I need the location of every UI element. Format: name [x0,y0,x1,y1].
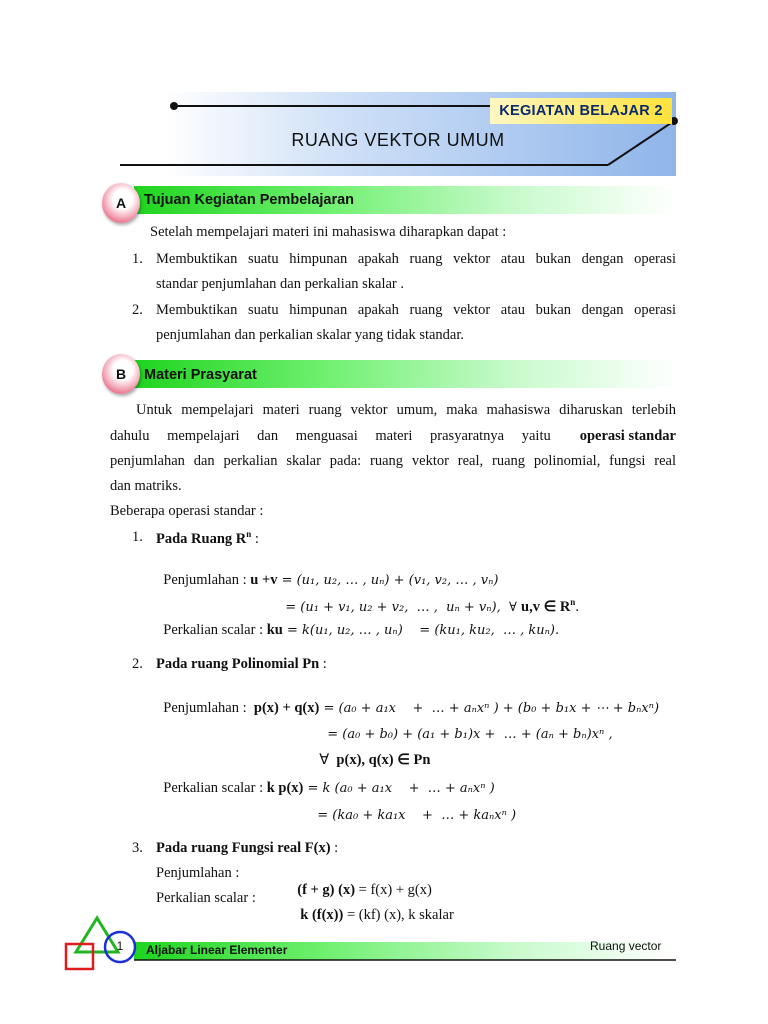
item-3-title [156,840,338,857]
footer-line [0,955,768,965]
section-b-title: Materi Prasyarat [144,367,257,383]
item-2-sum-eq3-pre: ∀ [319,752,337,769]
item-1-sum-eq2: = (u₁ + v₁, u₂ + v₂, … , uₙ + vₙ), ∀ [285,600,521,616]
b-para-line2 [110,428,676,445]
item-2-mul-bold: k p(x) [266,780,304,797]
item-1-title [156,529,259,548]
item-1-title-sup: n [246,529,252,539]
item-2-sum-eq3-bold: p(x), q(x) ∈ Pn [336,752,431,769]
a-item-1-line1: Membuktikan suatu himpunan apakah ruang vektor atau bukan dengan operasi [156,251,676,267]
item-2-sum-eq1: = (a₀ + a₁x + … + aₙxⁿ ) + (b₀ + b₁x + ⋯ + bₙxⁿ) [319,701,660,717]
item-3-mul [293,890,454,925]
b-para-line4: dan matriks. [110,478,182,494]
item-2-sum-eq2: = (a₀ + b₀) + (a₁ + b₁)x + … + (aₙ + bₙ)xⁿ , [327,727,613,743]
a-item-2-num: 2. [132,302,143,318]
b-para-line2-bold: operasi standar [579,428,676,444]
item-3-mul-bold: k (f(x)) [300,907,344,924]
page-title: RUANG VEKTOR UMUM [291,130,505,150]
item-1-sum-eq2-sup: n [570,597,576,608]
item-3-num: 3. [132,840,143,856]
item-1-mul-label: Perkalian scalar : [163,622,267,639]
item-1-mul-eq: = k(u₁, u₂, … , uₙ) = (ku₁, ku₂, … , kuₙ). [282,623,560,639]
item-2-sum-label: Penjumlahan : [163,700,254,717]
a-item-1-num: 1. [132,251,143,267]
item-3-mul-tail: = (kf) (x), k skalar [343,907,454,924]
item-1-mul-bold: ku [266,622,283,639]
item-2-mul-label: Perkalian scalar : [163,780,267,797]
item-3-sum-label: Penjumlahan : [156,865,240,881]
item-2-sum-bold: p(x) + q(x) [253,700,320,717]
page-number: 1 [116,939,124,953]
item-1-title-text: Pada Ruang R [156,530,247,547]
footer-logo-shapes [60,910,150,975]
footer-topic: Ruang vector [590,939,662,953]
footer-book-title: Aljabar Linear Elementer [146,943,288,957]
b-para-line1: Untuk mempelajari materi ruang vektor umum, maka mahasiswa diharuskan terlebih [136,402,676,418]
b-para-2: Beberapa operasi standar : [110,503,264,519]
item-3-sum-bold: (f + g) (x) [297,882,356,899]
item-1-sum-eq2-tail: . [575,599,579,616]
item-3-title-text: Pada ruang Fungsi real F(x) [156,840,331,856]
section-a-intro: Setelah mempelajari materi ini mahasiswa diharapkan dapat : [150,224,507,240]
b-para-line3: penjumlahan dan perkalian skalar pada: ruang vektor real, ruang polinomial, fungsi real [110,453,676,469]
a-item-1-line2: standar penjumlahan dan perkalian skalar . [156,276,405,292]
section-a-title: Tujuan Kegiatan Pembelajaran [144,192,355,208]
item-2-num: 2. [132,656,143,672]
a-item-2-line2: penjumlahan dan perkalian skalar yang tidak standar. [156,327,465,343]
item-1-title-tail: : [251,530,259,547]
item-1-sum-eq1: = (u₁, u₂, … , uₙ) + (v₁, v₂, … , vₙ) [277,573,499,589]
item-3-title-tail: : [330,840,339,856]
kegiatan-label: KEGIATAN BELAJAR 2 [490,98,672,124]
section-b-badge: B [102,354,140,394]
item-1-mul [156,605,559,640]
a-item-2-line1: Membuktikan suatu himpunan apakah ruang vektor atau bukan dengan operasi [156,302,676,318]
item-2-mul-eq2: = (ka₀ + ka₁x + … + kaₙxⁿ ) [317,808,517,824]
item-2-mul-line2 [310,790,516,825]
item-2-title [156,656,327,673]
item-1-sum-eq2-bold: u,v ∈ R [521,599,571,616]
item-3-sum-tail: = f(x) + g(x) [355,882,432,899]
item-1-sum-bold: u +v [250,572,278,589]
item-2-title-tail: : [319,656,327,672]
item-3-mul-label: Perkalian scalar : [156,890,256,906]
section-a-badge: A [102,183,140,223]
b-para-line2-text: dahulu mempelajari dan menguasai materi prasyaratnya yaitu [110,428,551,444]
item-1-sum-label: Penjumlahan : [163,572,251,589]
item-1-num: 1. [132,529,143,545]
item-2-title-text: Pada ruang Polinomial Pn [156,656,320,672]
item-2-mul-eq1: = k (a₀ + a₁x + … + aₙxⁿ ) [303,781,495,797]
